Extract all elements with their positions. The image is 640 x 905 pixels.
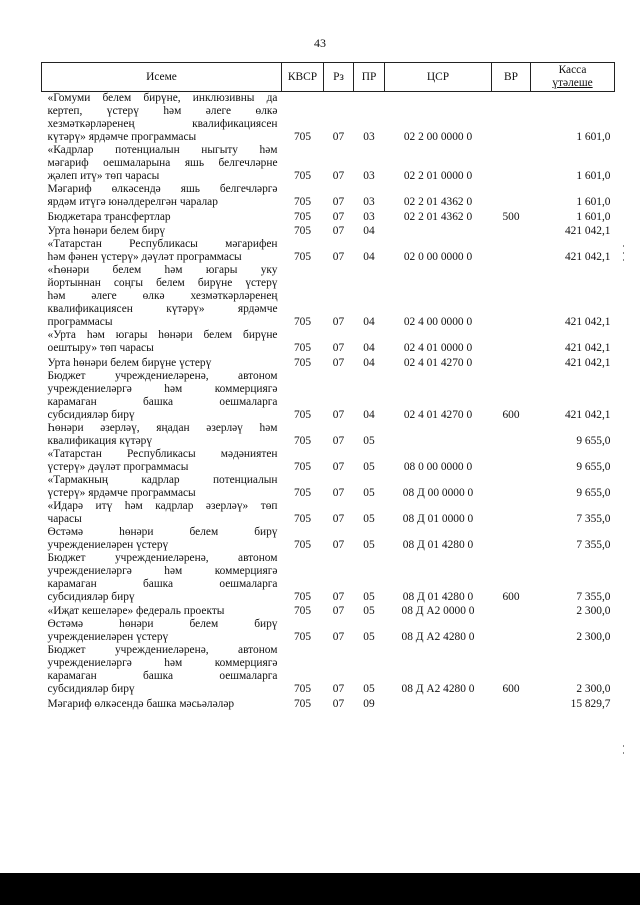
- row-csr: 02 2 01 4362 0: [403, 196, 473, 208]
- row-amount: 421 042,1: [564, 251, 611, 264]
- row-name-line: үстерү» дәүләт программасы: [47, 460, 189, 473]
- row-name: [42, 696, 282, 711]
- table-row: [42, 604, 615, 619]
- row-kvsr: 705: [293, 210, 312, 223]
- row-kvsr: 705: [293, 538, 312, 551]
- row-pr: 03: [363, 131, 375, 143]
- row-name: [42, 370, 282, 422]
- row-name-line: программасы: [47, 316, 113, 329]
- row-csr: 08 Д 01 4280 0: [402, 538, 474, 551]
- row-csr: 02 4 01 4270 0: [403, 356, 473, 369]
- row-name-line: кертеп, үстерү һәм әлеге өлкә: [47, 105, 278, 117]
- row-name-line: чарасы: [47, 512, 82, 525]
- row-name: [42, 552, 282, 604]
- table-row: [42, 209, 615, 224]
- row-amount: 421 042,1: [564, 408, 611, 421]
- row-vr: [492, 526, 531, 552]
- row-kvsr: 705: [293, 434, 312, 447]
- row-name: [42, 224, 282, 239]
- table-row: [42, 500, 615, 526]
- row-kvsr: 705: [293, 605, 312, 618]
- row-name-line: «Татарстан Республикасы мәгарифен: [47, 238, 278, 251]
- row-name: [42, 183, 282, 209]
- row-name-line: Өстәмә һөнәри белем бирү: [47, 525, 278, 538]
- row-name-line: һәм әлеге өлкә хезмәткәрләренең: [47, 290, 278, 303]
- row-name-line: «Тармакның кадрлар потенциалын: [47, 473, 278, 486]
- table-row: [42, 448, 615, 474]
- header-kassa-line2: үтәлеше: [552, 77, 593, 89]
- row-pr: 05: [363, 486, 375, 499]
- row-name-line: Бюджетара трансфертлар: [47, 210, 171, 223]
- row-pr: 05: [363, 683, 375, 696]
- row-pr: 05: [363, 631, 375, 644]
- row-name-line: «Татарстан Республикасы мәдәниятен: [47, 447, 278, 460]
- row-pr: 05: [363, 512, 375, 525]
- header-rz: Рз: [324, 63, 354, 92]
- row-name-line: субсидияләр бирү: [47, 408, 135, 421]
- row-rz: 07: [332, 316, 345, 329]
- table-row: [42, 552, 615, 604]
- table-row: [42, 422, 615, 448]
- row-name-line: карамаган башка оешмаларга: [47, 670, 278, 683]
- row-rz: 07: [332, 697, 345, 710]
- table-row: [42, 644, 615, 696]
- row-name-line: ярдәм итүгә юнәлдерелгән чаралар: [47, 196, 218, 208]
- row-name-line: «Гомуми белем бирүне, инклюзивны да: [47, 92, 278, 104]
- row-pr: 04: [363, 356, 375, 369]
- row-name-line: учреждениеләргә һәм коммерциягә: [47, 564, 278, 577]
- row-csr: 02 2 01 0000 0: [403, 170, 473, 182]
- row-name-line: карамаган башка оешмаларга: [47, 395, 278, 408]
- row-pr: 05: [363, 538, 375, 551]
- row-vr: [492, 422, 531, 448]
- row-rz: 07: [332, 512, 345, 525]
- row-name-line: субсидияләр бирү: [47, 590, 135, 603]
- row-pr: 05: [363, 605, 375, 618]
- row-vr: [492, 500, 531, 526]
- table-row: [42, 696, 615, 711]
- row-vr: [492, 604, 531, 619]
- row-csr: 08 Д А2 4280 0: [401, 631, 475, 644]
- table-row: [42, 370, 615, 422]
- row-name-line: учреждениеләргә һәм коммерциягә: [47, 657, 278, 670]
- row-amount: 421 042,1: [564, 225, 611, 238]
- table-row: [42, 224, 615, 239]
- row-amount: 1 601,0: [576, 196, 611, 208]
- row-csr: 02 4 01 4270 0: [403, 408, 473, 421]
- row-rz: 07: [332, 631, 345, 644]
- row-kvsr: 705: [293, 170, 312, 182]
- scan-dot: [623, 745, 624, 747]
- row-vr: [492, 329, 531, 355]
- row-rz: 07: [332, 342, 345, 355]
- row-csr: 08 0 00 0000 0: [403, 460, 473, 473]
- row-csr: 02 2 00 0000 0: [403, 131, 473, 143]
- table-header-row: [42, 63, 615, 92]
- table-row: [42, 329, 615, 355]
- table-row: [42, 618, 615, 644]
- row-amount: 1 601,0: [576, 210, 611, 223]
- row-csr: 08 Д 00 0000 0: [402, 486, 474, 499]
- row-name-line: учреждениеләрен үстерү: [47, 538, 169, 551]
- row-amount: 7 355,0: [576, 590, 611, 603]
- row-name-line: «Идарә итү һәм кадрлар әзерләү» төп: [47, 499, 278, 512]
- row-amount: 7 355,0: [576, 512, 611, 525]
- row-name-line: «Иҗат кешеләре» федераль проекты: [47, 605, 225, 618]
- page-number: 43: [314, 36, 326, 50]
- row-name: [42, 604, 282, 619]
- row-kvsr: 705: [293, 251, 312, 264]
- row-vr: [492, 448, 531, 474]
- row-rz: 07: [332, 590, 345, 603]
- row-pr: 03: [363, 196, 375, 208]
- row-name: [42, 92, 282, 145]
- row-name-line: Өстәмә һөнәри белем бирү: [47, 618, 278, 631]
- row-name: [42, 474, 282, 500]
- row-amount: 1 601,0: [576, 170, 611, 182]
- row-name-line: күтәрү» ярдәмче программасы: [47, 131, 197, 143]
- table-row: [42, 183, 615, 209]
- row-kvsr: 705: [293, 486, 312, 499]
- row-name-line: «Урта һәм югары һөнәри белем бирүне: [47, 329, 278, 342]
- row-vr: [492, 92, 531, 145]
- budget-table: [41, 62, 615, 711]
- row-name-line: хезмәткәрләренең квалификациясен: [47, 118, 278, 130]
- row-amount: 2 300,0: [576, 605, 611, 618]
- row-vr: 600: [502, 590, 520, 603]
- row-name: [42, 422, 282, 448]
- row-name-line: Һөнәри әзерләү, яңадан әзерләү һәм: [47, 421, 278, 434]
- row-kvsr: 705: [293, 316, 312, 329]
- row-rz: 07: [332, 538, 345, 551]
- row-vr: [492, 144, 531, 183]
- row-rz: 07: [332, 605, 345, 618]
- header-csr: ЦСР: [385, 63, 492, 92]
- row-name-line: карамаган башка оешмаларга: [47, 577, 278, 590]
- row-name-line: оештыру» төп чарасы: [47, 342, 154, 355]
- row-vr: [492, 238, 531, 264]
- row-pr: 05: [363, 434, 375, 447]
- row-name-line: «Кадрлар потенциалын ныгыту һәм: [47, 144, 278, 156]
- row-name: [42, 238, 282, 264]
- row-vr: 500: [502, 210, 520, 223]
- table-row: [42, 264, 615, 329]
- row-kvsr: 705: [293, 697, 312, 710]
- row-csr: [385, 224, 492, 239]
- row-vr: [492, 224, 531, 239]
- row-amount: 421 042,1: [564, 342, 611, 355]
- table-row: [42, 526, 615, 552]
- row-name: [42, 448, 282, 474]
- row-name-line: «Һөнәри белем һәм югары уку: [47, 264, 278, 277]
- row-amount: 1 601,0: [576, 131, 611, 143]
- row-name-line: һәм фәнен үстерү» дәүләт программасы: [47, 251, 242, 264]
- row-vr: 600: [502, 683, 520, 696]
- row-kvsr: 705: [293, 408, 312, 421]
- row-name: [42, 500, 282, 526]
- row-csr: 08 Д А2 4280 0: [401, 683, 475, 696]
- row-amount: 9 655,0: [576, 460, 611, 473]
- row-kvsr: 705: [293, 342, 312, 355]
- row-name: [42, 144, 282, 183]
- header-kassa: [531, 63, 615, 92]
- row-amount: 9 655,0: [576, 434, 611, 447]
- table-row: [42, 238, 615, 264]
- row-name-line: җәлеп итү» төп чарасы: [47, 170, 160, 182]
- row-name: [42, 526, 282, 552]
- row-name-line: мәгариф оешмаларына яшь белгечләрне: [47, 157, 278, 169]
- row-rz: 07: [332, 210, 345, 223]
- row-kvsr: 705: [293, 460, 312, 473]
- row-csr: 08 Д 01 0000 0: [402, 512, 474, 525]
- row-name: [42, 618, 282, 644]
- scan-margin-marks: [623, 0, 633, 870]
- row-rz: 07: [332, 356, 345, 369]
- row-rz: 07: [332, 460, 345, 473]
- row-pr: 03: [363, 210, 375, 223]
- row-name: [42, 264, 282, 329]
- row-pr: 09: [363, 697, 375, 710]
- table-row: [42, 92, 615, 145]
- row-csr: 08 Д А2 0000 0: [401, 605, 475, 618]
- row-amount: 421 042,1: [564, 356, 611, 369]
- row-name-line: Бюджет учреждениеләренә, автоном: [47, 369, 278, 382]
- table-row: [42, 355, 615, 370]
- row-vr: [492, 264, 531, 329]
- row-name-line: йортыннан соңгы белем бирүне үстерү: [47, 277, 278, 290]
- row-vr: [492, 355, 531, 370]
- row-csr: 02 2 01 4362 0: [403, 210, 473, 223]
- row-pr: 04: [363, 408, 375, 421]
- scan-dot: [623, 752, 624, 754]
- row-name-line: Мәгариф өлкәсендә яшь белгечләргә: [47, 183, 278, 195]
- header-vr: ВР: [492, 63, 531, 92]
- row-name-line: Урта һөнәри белем бирүне үстерү: [47, 356, 212, 369]
- row-name-line: квалификация күтәрү: [47, 434, 153, 447]
- row-amount: 15 829,7: [570, 697, 611, 710]
- row-name-line: үстерү» ярдәмче программасы: [47, 486, 196, 499]
- row-amount: 9 655,0: [576, 486, 611, 499]
- row-vr: [492, 474, 531, 500]
- row-pr: 04: [363, 225, 375, 238]
- row-csr: 08 Д 01 4280 0: [402, 590, 474, 603]
- table-row: [42, 144, 615, 183]
- scan-dot: [623, 259, 624, 261]
- header-kassa-line1: Касса: [558, 64, 587, 76]
- row-amount: 2 300,0: [576, 631, 611, 644]
- row-pr: 03: [363, 170, 375, 182]
- row-rz: 07: [332, 196, 345, 208]
- row-name-line: учреждениеләрен үстерү: [47, 631, 169, 644]
- scan-bottom-border: [0, 873, 640, 905]
- row-name-line: учреждениеләргә һәм коммерциягә: [47, 382, 278, 395]
- scan-dot: [623, 252, 624, 254]
- row-vr: 600: [502, 408, 520, 421]
- row-pr: 04: [363, 316, 375, 329]
- row-name-line: Урта һөнәри белем бирү: [47, 225, 166, 238]
- row-kvsr: 705: [293, 225, 312, 238]
- row-amount: 7 355,0: [576, 538, 611, 551]
- row-vr: [492, 183, 531, 209]
- row-kvsr: 705: [293, 631, 312, 644]
- row-rz: 07: [332, 170, 345, 182]
- row-kvsr: 705: [293, 683, 312, 696]
- row-pr: 04: [363, 251, 375, 264]
- row-csr: 02 4 01 0000 0: [403, 342, 473, 355]
- row-amount: 2 300,0: [576, 683, 611, 696]
- row-pr: 05: [363, 590, 375, 603]
- row-rz: 07: [332, 434, 345, 447]
- row-csr: 02 4 00 0000 0: [403, 316, 473, 329]
- row-name-line: Мәгариф өлкәсендә башка мәсьәләләр: [47, 697, 235, 710]
- row-name: [42, 209, 282, 224]
- row-name-line: квалификациясен күтәрү» ярдәмче: [47, 303, 278, 316]
- row-name-line: Бюджет учреждениеләренә, автоном: [47, 551, 278, 564]
- row-csr: [385, 696, 492, 711]
- row-rz: 07: [332, 683, 345, 696]
- row-kvsr: 705: [293, 196, 312, 208]
- row-csr: [385, 422, 492, 448]
- row-rz: 07: [332, 251, 345, 264]
- row-pr: 04: [363, 342, 375, 355]
- row-rz: 07: [332, 225, 345, 238]
- row-name: [42, 355, 282, 370]
- row-rz: 07: [332, 486, 345, 499]
- row-vr: [492, 618, 531, 644]
- row-vr: [492, 696, 531, 711]
- row-kvsr: 705: [293, 356, 312, 369]
- row-rz: 07: [332, 408, 345, 421]
- header-name: Исеме: [42, 63, 282, 92]
- row-kvsr: 705: [293, 131, 312, 143]
- row-kvsr: 705: [293, 512, 312, 525]
- row-amount: 421 042,1: [564, 316, 611, 329]
- row-rz: 07: [332, 131, 345, 143]
- header-kvsr: КВСР: [282, 63, 324, 92]
- row-kvsr: 705: [293, 590, 312, 603]
- row-name-line: субсидияләр бирү: [47, 683, 135, 696]
- row-name-line: Бюджет учреждениеләренә, автоном: [47, 644, 278, 657]
- table-row: [42, 474, 615, 500]
- header-pr: ПР: [354, 63, 385, 92]
- row-name: [42, 329, 282, 355]
- scan-dot: [623, 245, 624, 247]
- row-name: [42, 644, 282, 696]
- row-csr: 02 0 00 0000 0: [403, 251, 473, 264]
- row-pr: 05: [363, 460, 375, 473]
